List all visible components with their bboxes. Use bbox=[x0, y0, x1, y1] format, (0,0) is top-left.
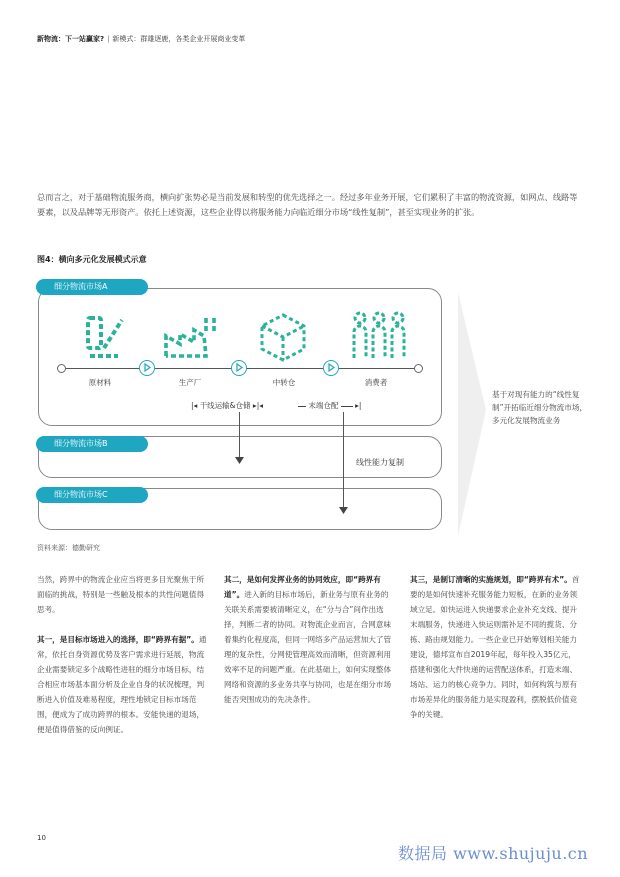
arrow-down-icon bbox=[235, 457, 244, 465]
figure-source: 资料来源：德勤研究 bbox=[37, 544, 100, 552]
column-2 bbox=[224, 572, 396, 707]
col2-heading: 其二，是如何发挥业务的协同效应，即“跨界有道”。 bbox=[224, 575, 381, 599]
segment-trunk: |◂ 干线运输&仓储 ▸|◂ bbox=[191, 401, 263, 410]
running-header bbox=[37, 34, 245, 44]
page-number: 10 bbox=[37, 834, 46, 842]
col1-body bbox=[37, 632, 209, 737]
figure-title: 图4：横向多元化发展模式示意 bbox=[37, 255, 147, 264]
header-separator: | bbox=[107, 35, 110, 43]
consumers-icon bbox=[350, 310, 408, 364]
market-b-label: 细分物流市场B bbox=[36, 436, 148, 452]
warehouse-cube-icon bbox=[258, 312, 308, 362]
segment-last-mile-label: 末端仓配 bbox=[308, 401, 339, 410]
market-c-label: 细分物流市场C bbox=[36, 487, 148, 503]
down-arrow-right-line bbox=[343, 412, 344, 510]
arrow-down-icon bbox=[339, 507, 348, 515]
flow-end-node bbox=[414, 364, 423, 373]
header-title: 新物流：下一站赢家? bbox=[37, 35, 105, 43]
watermark: 数据局 www.shujuju.cn bbox=[398, 844, 589, 863]
market-a-label: 细分物流市场A bbox=[36, 279, 148, 295]
col1-heading: 其一，是目标市场进入的选择，即“跨界有据”。 bbox=[37, 635, 199, 644]
stage-factory: 生产厂 bbox=[178, 378, 202, 387]
column-1 bbox=[37, 572, 209, 737]
raw-material-icon bbox=[84, 314, 128, 360]
segment-trunk-label: 干线运输&仓储 bbox=[199, 401, 251, 410]
stage-raw-material: 原材料 bbox=[88, 378, 112, 387]
play-icon bbox=[231, 360, 247, 376]
chevron-arrow-shape bbox=[440, 290, 490, 540]
header-subtitle: 新模式：群雄逐鹿，各类企业开展商业变革 bbox=[112, 35, 246, 43]
stage-warehouse: 中转仓 bbox=[272, 378, 296, 387]
flow-start-node bbox=[57, 364, 66, 373]
play-icon bbox=[323, 360, 339, 376]
column-3 bbox=[410, 572, 582, 722]
col1-intro: 当然，跨界中的物流企业应当将更多目光聚焦于所面临的挑战，特别是一些触及根本的共性问题值得思考。 bbox=[37, 575, 205, 614]
col3-paragraph: 首要的是如何快速补充服务能力短板，在新的业务领域立足。如快运进入快递要求企业补充支线、提升末端服务，快递进入快运则需补足不同的揽货、分拣、路由规划能力。一些企业已开始筹划相关能力建设，德邦宣布自2019年起，每年投入35亿元，搭建和强化大件快递的运营配送体系，打造末端、场站、运力的核心竞争力。同时，如何构筑与原有市场差异化的服务能力是实现盈利，摆脱低价值竞争的关键。 bbox=[410, 575, 580, 719]
segment-last-mile: 末端仓配 ▸| bbox=[298, 400, 361, 411]
side-note: 基于对现有能力的“线性复制”开拓临近细分物流市场，多元化发展物流业务 bbox=[492, 390, 588, 425]
factory-icon bbox=[162, 312, 220, 360]
stage-consumer: 消费者 bbox=[364, 378, 388, 387]
replication-label: 线性能力复制 bbox=[356, 458, 404, 467]
col2-paragraph: 进入新的目标市场后，新业务与原有业务的关联关系需要被清晰定义，在“分与合”间作出选择，判断二者的协同。对物流企业而言，合网意味着集约化程度高，但同一网络多产品运营加大了管理的复杂性，分网使管理高效而清晰，但资源利用效率不足的问题严重。在此基础上，如何实现整体网络和资源的多业务共享与协同，也是在细分市场能否突围成功的先决条件。 bbox=[224, 590, 392, 704]
play-icon bbox=[139, 360, 155, 376]
down-arrow-left-line bbox=[239, 412, 240, 460]
col1-paragraph: 通常，依托自身资源优势及客户需求进行延展，物流企业需要锁定多个战略性进驻的细分市场目标，结合相应市场基本面分析及企业自身的状况梳理，判断进入价值及难易程度，理性地锁定目标市场范围，便成为了成功跨界的根本。安能快递的退场，便是值得借鉴的反向例证。 bbox=[37, 635, 207, 734]
col3-heading: 其三，是制订清晰的实施规划，即“跨界有术”。 bbox=[410, 575, 572, 584]
intro-paragraph: 总而言之，对于基础物流服务商，横向扩张势必是当前发展和转型的优先选择之一。经过多年业务开展，它们累积了丰富的物流资源，如网点、线路等要素，以及品牌等无形资产。依托上述资源，这些企业得以将服务能力向临近细分市场“线性复制”，甚至实现业务的扩张。 bbox=[37, 192, 578, 217]
